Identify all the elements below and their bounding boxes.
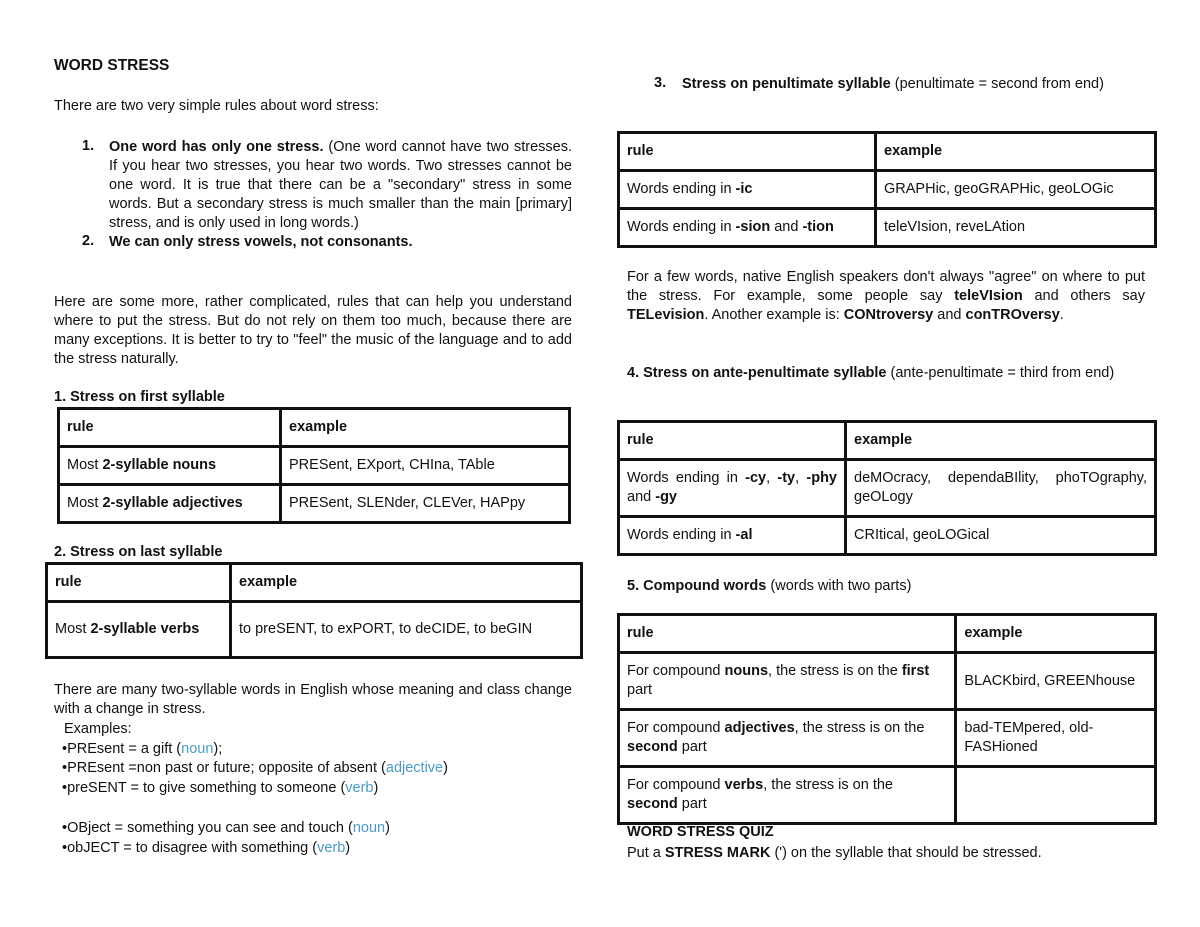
example-line: •preSENT = to give something to someone (verb) xyxy=(62,780,379,797)
rule-cell: Most 2-syllable verbs xyxy=(47,602,231,658)
section5-heading: 5. Compound words (words with two parts) xyxy=(627,578,912,594)
header-cell: rule xyxy=(59,409,281,447)
rule-cell: For compound nouns, the stress is on the first part xyxy=(619,653,956,710)
two-syllable-paragraph: There are many two-syllable words in English whose meaning and class change with a change in stress. xyxy=(54,682,572,717)
rule-bold: One word has only one stress. xyxy=(109,139,324,155)
rule-cell: For compound adjectives, the stress is on the second part xyxy=(619,710,956,767)
rule-bold: We can only stress vowels, not consonants. xyxy=(109,234,413,250)
table-row xyxy=(59,447,570,485)
rule-number: 2. xyxy=(82,233,95,249)
rule-cell: For compound verbs, the stress is on the second part xyxy=(619,767,956,824)
example-cell: PRESent, SLENder, CLEVer, HAPpy xyxy=(281,485,570,523)
example-line: •obJECT = to disagree with something (verb) xyxy=(62,839,351,856)
example-cell: deMOcracy, dependaBIlity, phoTOgraphy, geOLogy xyxy=(846,460,1156,517)
page-title: WORD STRESS xyxy=(54,57,170,74)
table-row xyxy=(619,653,1156,710)
section4-table xyxy=(617,420,1157,556)
section4-heading: 4. Stress on ante-penultimate syllable (ante-penultimate = third from end) xyxy=(627,365,1115,381)
table-row xyxy=(47,602,582,658)
header-cell: rule xyxy=(619,133,876,171)
example-line: •PREsent =non past or future; opposite of absent (adjective) xyxy=(62,760,448,777)
rule-item-1 xyxy=(54,138,572,233)
example-line: •PREsent = a gift (noun); xyxy=(62,740,223,757)
complicated-paragraph: Here are some more, rather complicated, rules that can help you understand where to put the stress. But do not rely on them too much, because there are many exceptions. It is better to try to "feel" the music of the language and to add the stress naturally. xyxy=(54,294,572,367)
example-cell: teleVIsion, reveLAtion xyxy=(876,209,1156,247)
example-cell xyxy=(956,767,1156,824)
section1-table xyxy=(57,407,571,524)
table-row xyxy=(59,485,570,523)
agree-paragraph: For a few words, native English speakers don't always "agree" on where to put the stress. For example, some people say teleVIsion and others say TELevision. Another example is: CONtroversy and conTROversy. xyxy=(627,269,1145,323)
table-row xyxy=(619,209,1156,247)
section5-table xyxy=(617,613,1157,825)
section3-heading: 3. Stress on penultimate syllable (penultimate = second from end) xyxy=(654,75,1104,92)
header-cell: rule xyxy=(47,564,231,602)
table-row xyxy=(619,710,1156,767)
rule-text: (One word cannot have two stresses. If you hear two stresses, you hear two words. Two stresses cannot be one word. It is true that there can be a "secondary" stress in some words. But a secondary stress is much smaller than the main [primary] stress, and is only used in long words.) xyxy=(109,139,572,231)
section1-heading: 1. Stress on first syllable xyxy=(54,389,225,405)
header-cell: example xyxy=(231,564,582,602)
rule-cell: Words ending in -al xyxy=(619,517,846,555)
table-row xyxy=(619,767,1156,824)
header-cell: example xyxy=(956,615,1156,653)
section3-table xyxy=(617,131,1157,248)
rule-cell: Words ending in -sion and -tion xyxy=(619,209,876,247)
rule-cell: Words ending in -ic xyxy=(619,171,876,209)
header-cell: example xyxy=(281,409,570,447)
example-cell: PRESent, EXport, CHIna, TAble xyxy=(281,447,570,485)
rule-cell: Words ending in -cy, -ty, -phy and -gy xyxy=(619,460,846,517)
table-row xyxy=(619,517,1156,555)
header-cell: example xyxy=(846,422,1156,460)
example-cell: CRItical, geoLOGical xyxy=(846,517,1156,555)
example-line: •OBject = something you can see and touch (noun) xyxy=(62,819,390,836)
header-cell: rule xyxy=(619,615,956,653)
table-row xyxy=(619,171,1156,209)
example-cell: GRAPHic, geoGRAPHic, geoLOGic xyxy=(876,171,1156,209)
rule-cell: Most 2-syllable nouns xyxy=(59,447,281,485)
rules-list xyxy=(54,138,572,252)
quiz-instruction: Put a STRESS MARK (') on the syllable that should be stressed. xyxy=(627,845,1042,861)
table-row xyxy=(619,460,1156,517)
examples-label: Examples: xyxy=(64,721,132,737)
header-cell: rule xyxy=(619,422,846,460)
rule-cell: Most 2-syllable adjectives xyxy=(59,485,281,523)
example-cell: bad-TEMpered, old-FASHioned xyxy=(956,710,1156,767)
section2-table xyxy=(45,562,583,659)
section2-heading: 2. Stress on last syllable xyxy=(54,544,223,560)
example-cell: BLACKbird, GREENhouse xyxy=(956,653,1156,710)
quiz-title: WORD STRESS QUIZ xyxy=(627,824,774,840)
header-cell: example xyxy=(876,133,1156,171)
rule-number: 1. xyxy=(82,138,95,154)
example-cell: to preSENT, to exPORT, to deCIDE, to beGIN xyxy=(231,602,582,658)
intro-text: There are two very simple rules about word stress: xyxy=(54,98,379,114)
rule-item-2 xyxy=(54,233,572,252)
examples-block xyxy=(62,720,572,858)
